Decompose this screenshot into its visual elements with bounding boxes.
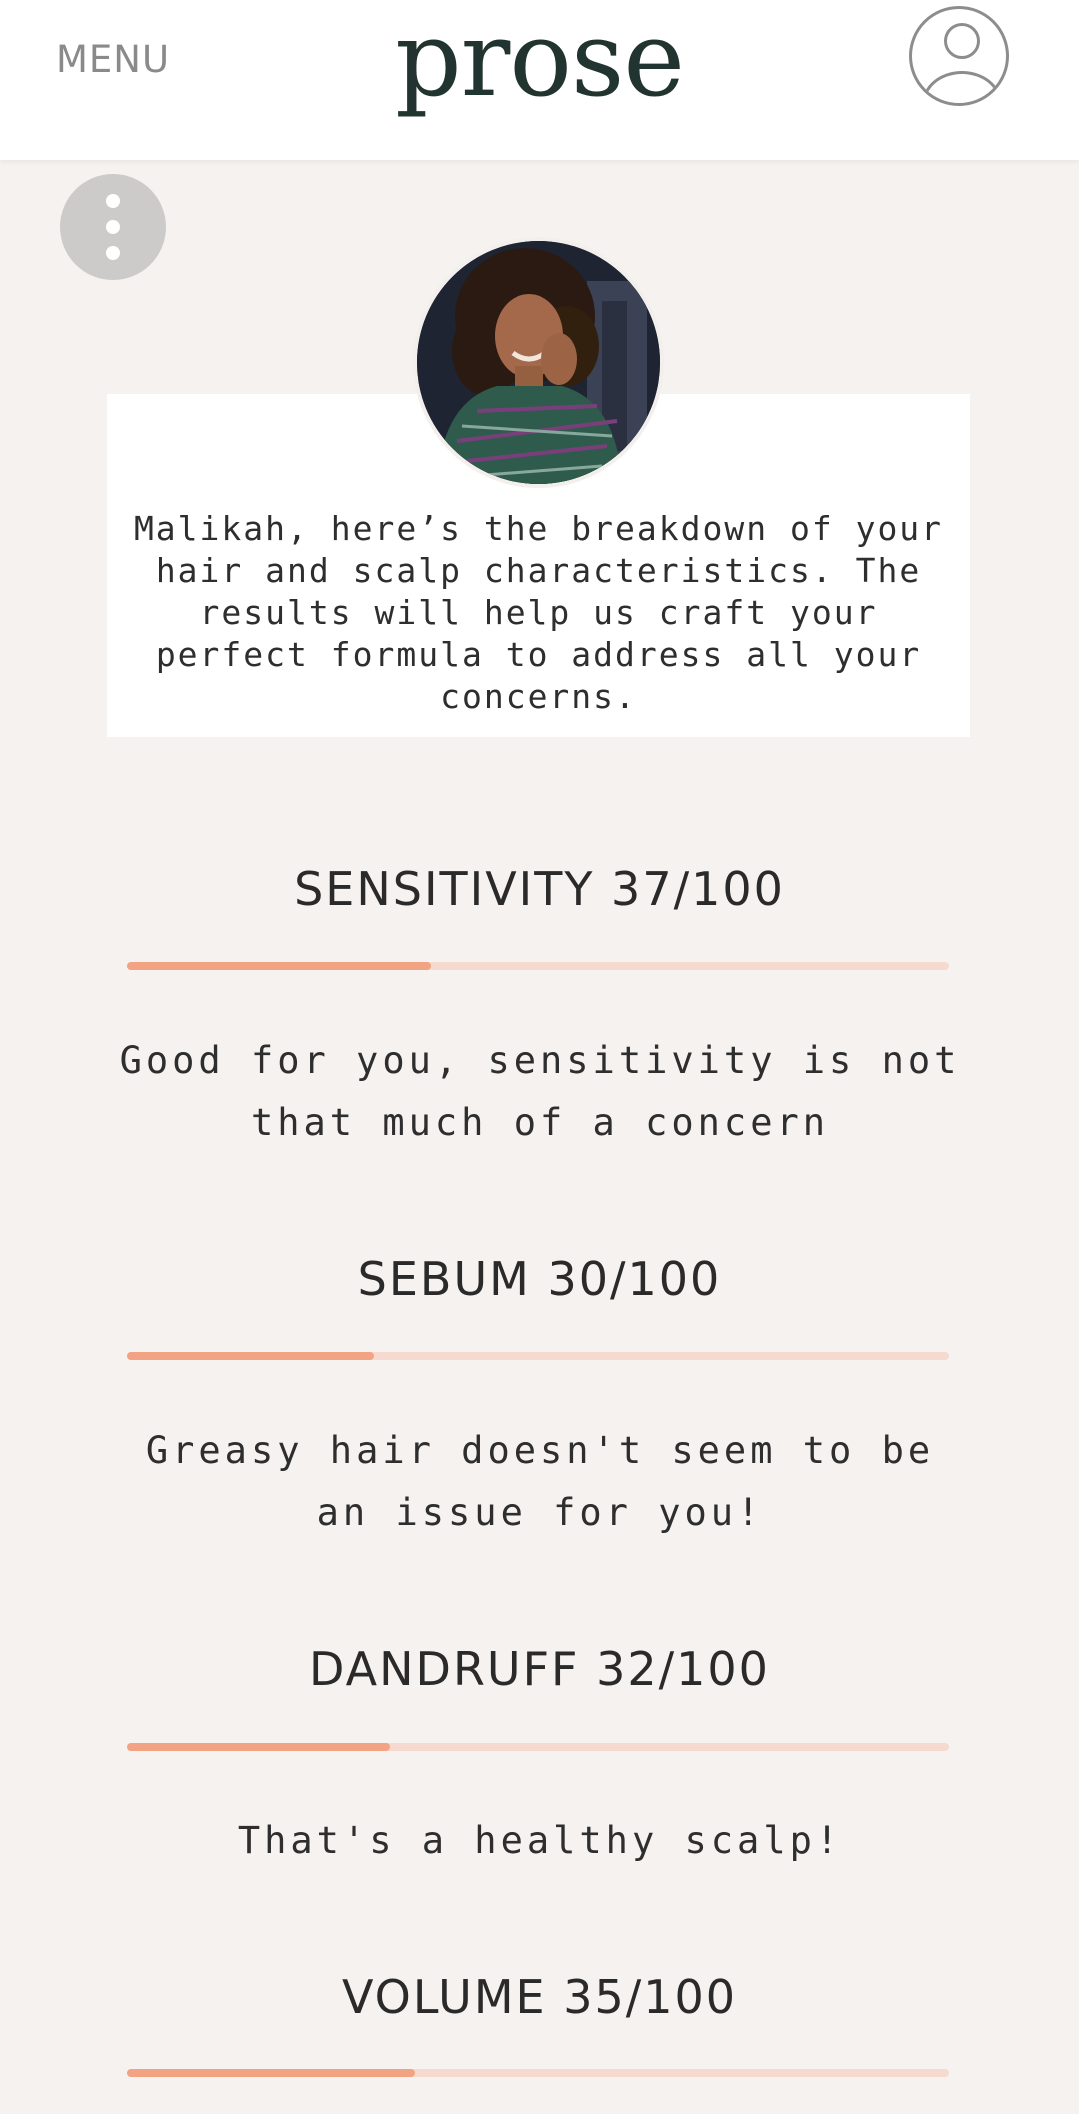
volume-progress-track <box>127 2069 949 2077</box>
sebum-progress-track <box>127 1352 949 1360</box>
user-head-shape <box>944 23 980 59</box>
sebum-progress-fill <box>127 1352 374 1360</box>
menu-button[interactable]: MENU <box>56 38 171 81</box>
user-body-shape <box>922 71 1002 106</box>
sebum-description: Greasy hair doesn't seem to be an issue for you! <box>145 1429 935 1534</box>
dandruff-description: That's a healthy scalp! <box>237 1819 843 1862</box>
dandruff-title: DANDRUFF 32/100 <box>309 1642 770 1696</box>
volume-progress-fill <box>127 2069 415 2077</box>
user-circle-icon[interactable] <box>909 6 1009 106</box>
dandruff-progress-fill <box>127 1743 390 1751</box>
sensitivity-description: Good for you, sensitivity is not that much of a concern <box>119 1039 961 1144</box>
intro-text: Malikah, here’s the breakdown of your hair and scalp characteristics. The results will help us craft your perfect formula to address all your concerns. <box>133 509 944 716</box>
dot <box>106 194 120 208</box>
volume-title: VOLUME 35/100 <box>341 1970 738 2024</box>
sensitivity-title: SENSITIVITY 37/100 <box>294 862 785 916</box>
user-avatar <box>417 241 660 484</box>
sensitivity-progress-fill <box>127 962 431 970</box>
sebum-title: SEBUM 30/100 <box>357 1252 722 1306</box>
dot <box>106 220 120 234</box>
sensitivity-progress-track <box>127 962 949 970</box>
dot <box>106 246 120 260</box>
dandruff-progress-track <box>127 1743 949 1751</box>
top-header <box>0 0 1079 160</box>
vertical-dots-icon[interactable] <box>60 174 166 280</box>
prose-logo[interactable]: prose <box>395 0 684 120</box>
avatar-portrait <box>417 241 660 484</box>
